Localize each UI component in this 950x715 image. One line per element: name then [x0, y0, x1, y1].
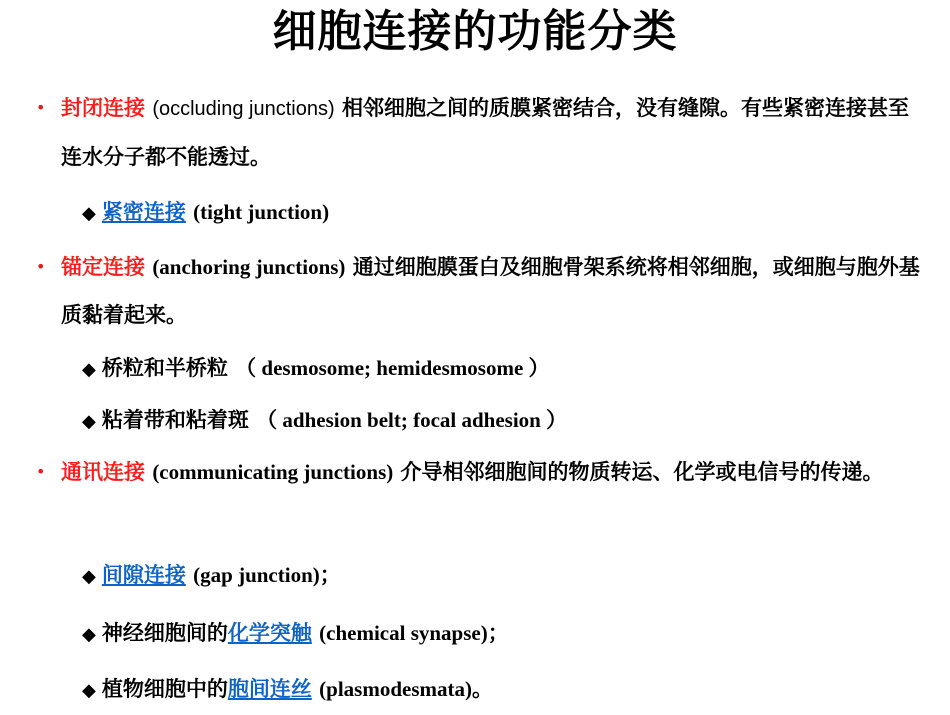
text-desmosome: 桥粒和半桥粒	[101, 356, 228, 380]
english-adhesion: （ adhesion belt; focal adhesion ）	[256, 408, 568, 432]
description-communicating: 介导相邻细胞间的物质转运、化学或电信号的传递。	[400, 460, 884, 484]
section-anchoring	[61, 243, 921, 339]
description-occluding: 相邻细胞之间的质膜紧密结合，没有缝隙。有些紧密连接甚至连水分子都不能透过。	[61, 96, 909, 169]
link-gap-junction[interactable]: 间隙连接	[101, 563, 186, 587]
prefix-plasmodesmata: 植物细胞中的	[101, 677, 228, 701]
subitem-gap-junction	[82, 551, 912, 601]
english-desmosome: （ desmosome; hemidesmosome ）	[235, 356, 550, 380]
section-occluding	[61, 84, 921, 181]
subitem-desmosome	[82, 344, 912, 394]
english-occluding: (occluding junctions)	[152, 98, 335, 120]
diamond-icon: ◆	[82, 203, 96, 224]
link-chemical-synapse[interactable]: 化学突触	[227, 621, 312, 645]
term-anchoring: 锚定连接	[61, 255, 145, 279]
bullet-icon: •	[36, 257, 46, 276]
suffix-plasmodesmata: 。	[471, 677, 493, 701]
english-gap-junction: (gap junction)	[193, 563, 320, 587]
subitem-adhesion	[82, 396, 912, 446]
diamond-icon: ◆	[82, 680, 96, 701]
description-anchoring: 通过细胞膜蛋白及细胞骨架系统将相邻细胞，或细胞与胞外基质黏着起来。	[61, 255, 920, 327]
term-occluding: 封闭连接	[61, 96, 145, 120]
bullet-icon: •	[36, 98, 46, 117]
section-communicating	[61, 448, 921, 496]
link-plasmodesmata[interactable]: 胞间连丝	[227, 677, 312, 701]
text-adhesion: 粘着带和粘着斑	[101, 408, 249, 432]
link-tight-junction[interactable]: 紧密连接	[101, 200, 186, 224]
english-anchoring: (anchoring junctions)	[152, 255, 346, 279]
english-tight-junction: (tight junction)	[193, 200, 330, 224]
english-chemical-synapse: (chemical synapse)	[319, 621, 488, 645]
bullet-icon: •	[36, 462, 46, 481]
english-communicating: (communicating junctions)	[152, 460, 394, 484]
diamond-icon: ◆	[82, 624, 96, 645]
subitem-chemical-synapse	[82, 609, 912, 659]
diamond-icon: ◆	[82, 359, 96, 380]
term-communicating: 通讯连接	[61, 460, 145, 484]
diamond-icon: ◆	[82, 566, 96, 587]
subitem-plasmodesmata	[82, 665, 912, 715]
english-plasmodesmata: (plasmodesmata)	[319, 677, 472, 701]
prefix-chemical-synapse: 神经细胞间的	[101, 621, 228, 645]
suffix-chemical-synapse: ；	[487, 621, 509, 645]
diamond-icon: ◆	[82, 411, 96, 432]
suffix-gap-junction: ；	[319, 563, 341, 587]
page-title: 细胞连接的功能分类	[272, 6, 678, 57]
subitem-tight-junction	[82, 188, 912, 238]
